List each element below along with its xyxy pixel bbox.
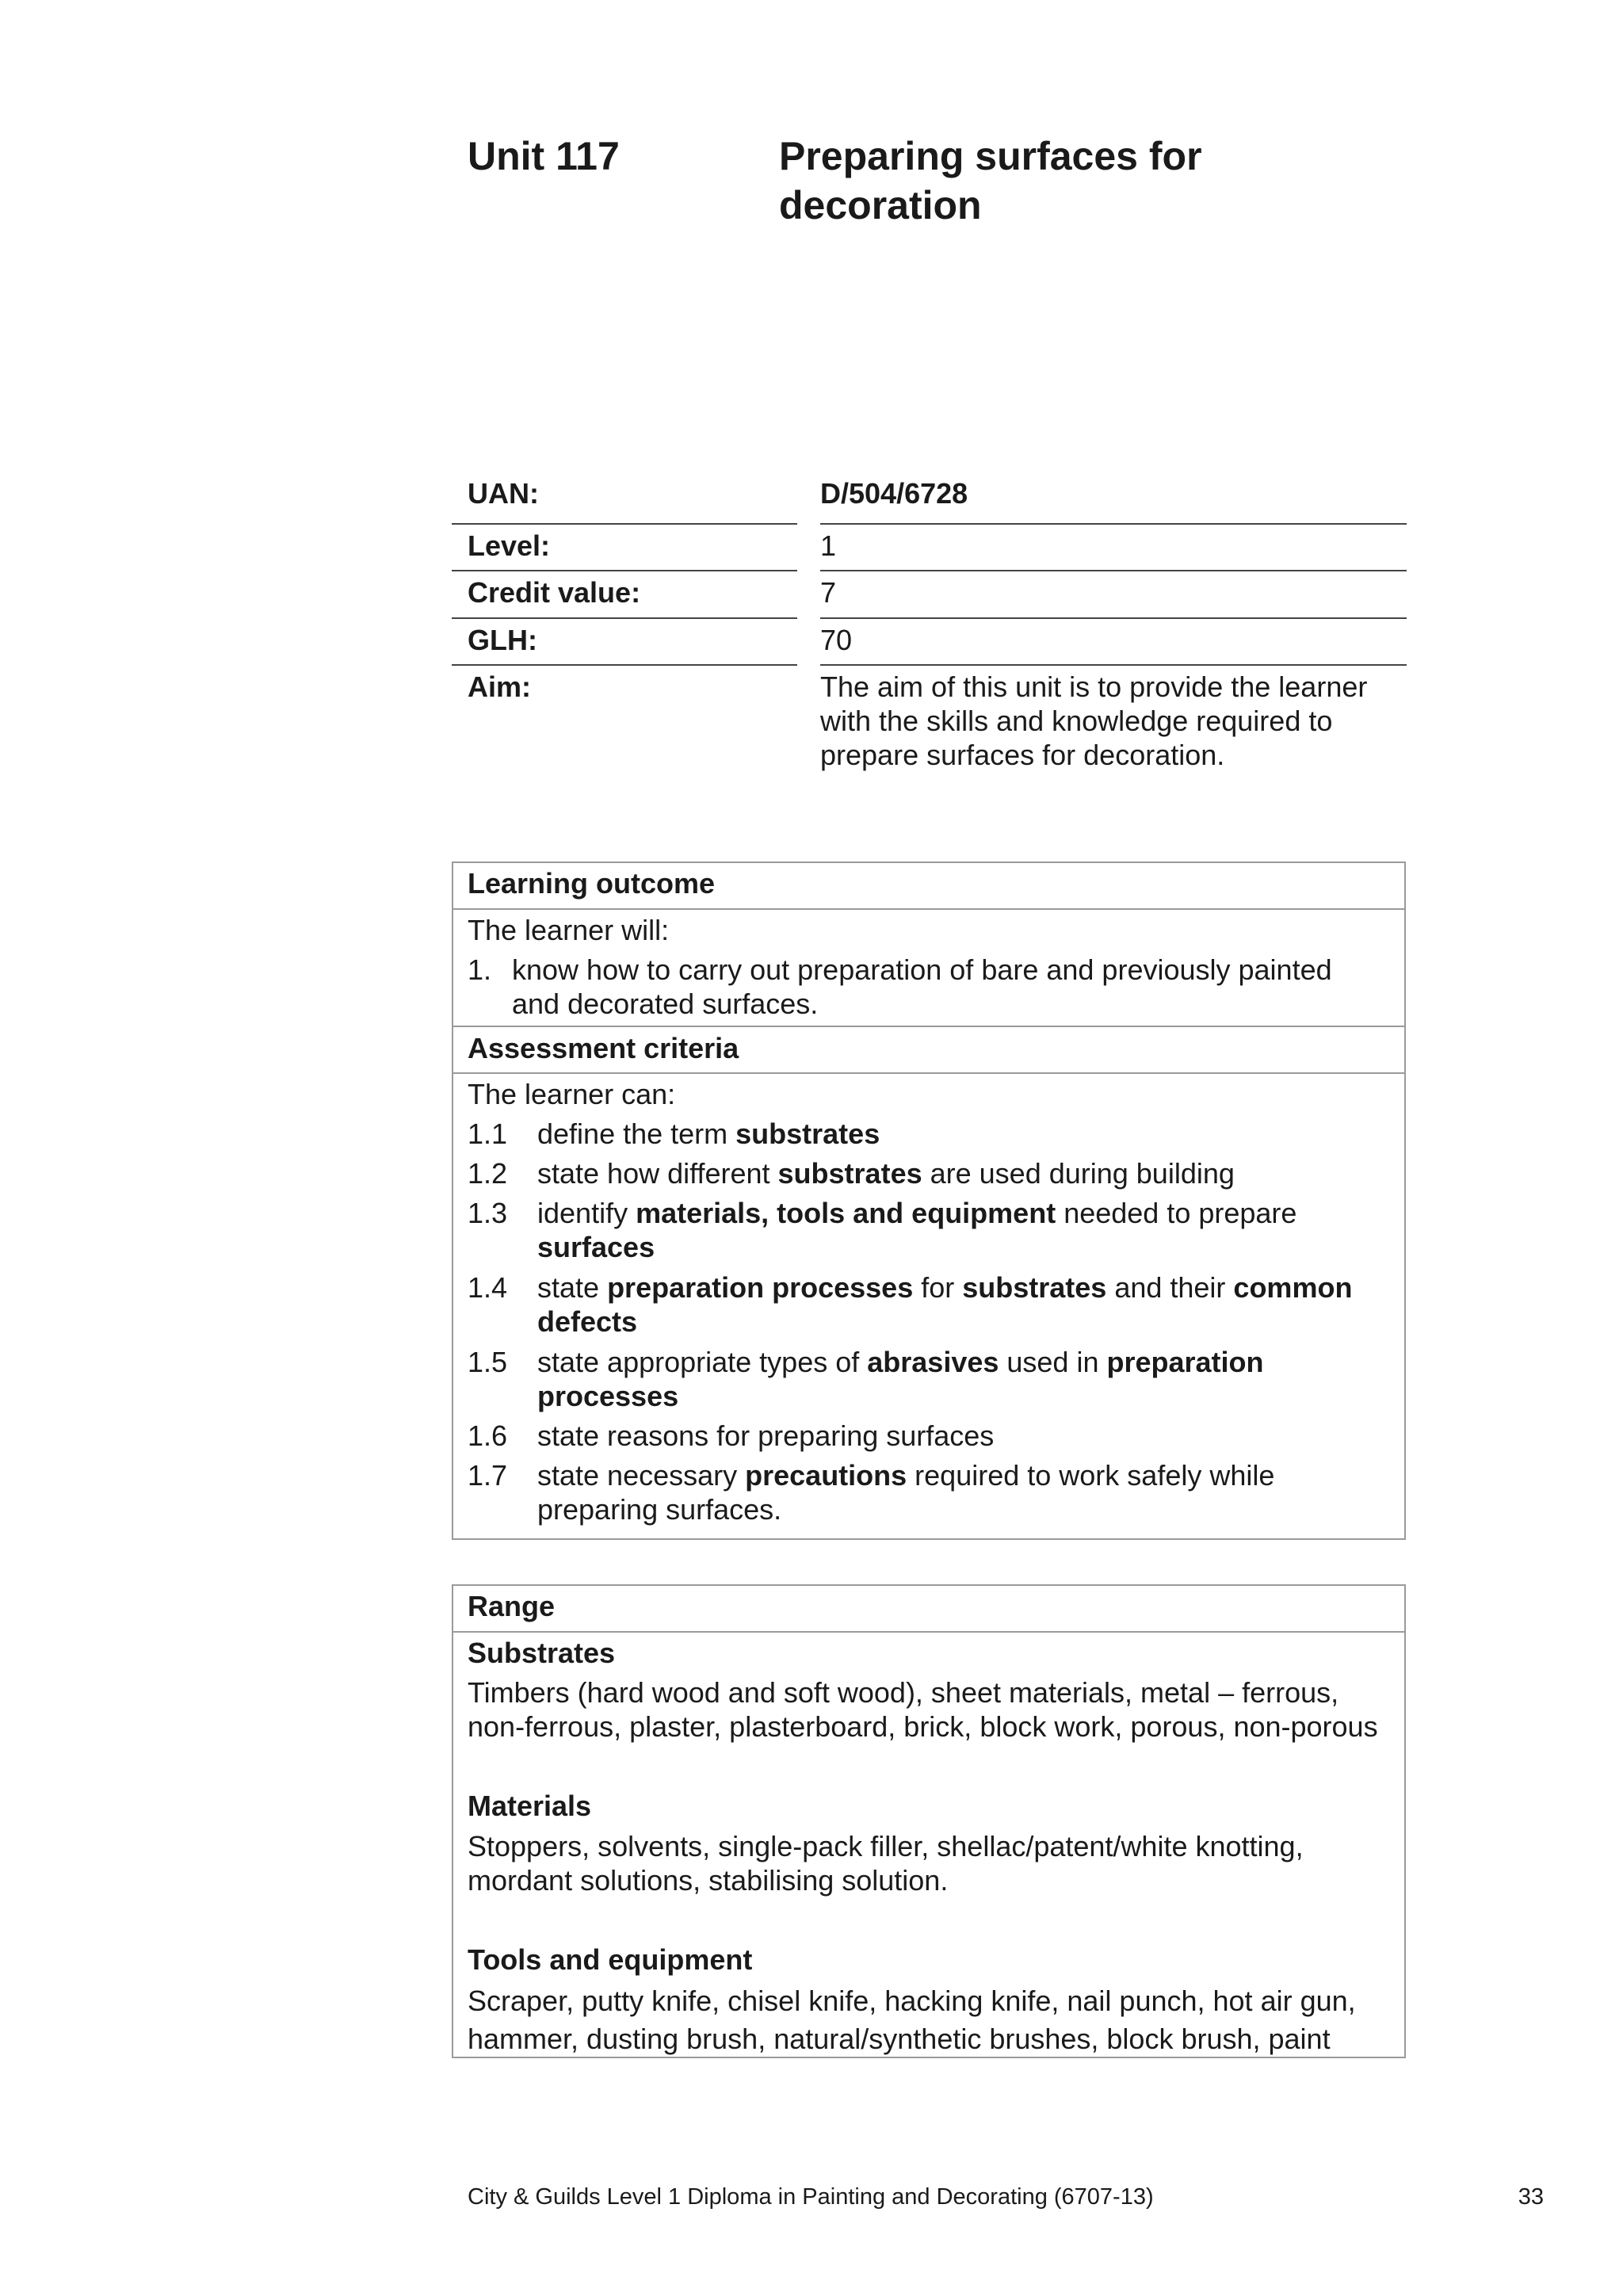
aim-value: The aim of this unit is to provide the learner with the skills and knowledge required to prepare surfaces for decoration.: [820, 670, 1368, 771]
info-divider: [820, 523, 1407, 525]
glh-value: 70: [820, 624, 853, 656]
table-row-divider: [452, 1026, 1406, 1027]
level-value: 1: [820, 529, 837, 562]
tools-heading: Tools and equipment: [468, 1943, 753, 1976]
range-heading: Range: [468, 1590, 556, 1622]
table-row-divider: [452, 1631, 1406, 1633]
substrates-text: Timbers (hard wood and soft wood), sheet materials, metal – ferrous, non-ferrous, plaster, plasterboard, brick, block work, porous, non-porous: [468, 1676, 1378, 1743]
criterion-number: 1.4: [468, 1271, 508, 1304]
uan-value: D/504/6728: [820, 477, 968, 510]
criterion-text: define the term substrates: [537, 1117, 880, 1150]
info-divider: [452, 523, 797, 525]
learning-outcome-heading: Learning outcome: [468, 867, 716, 900]
assessment-criteria-heading: Assessment criteria: [468, 1032, 739, 1064]
materials-text: Stoppers, solvents, single-pack filler, shellac/patent/white knotting, mordant solutions, stabilising solution.: [468, 1830, 1304, 1897]
footer-text: City & Guilds Level 1 Diploma in Painting and Decorating (6707-13): [468, 2184, 1154, 2210]
criterion-number: 1.2: [468, 1157, 508, 1190]
criterion-text: state appropriate types of abrasives used in preparation processes: [537, 1346, 1264, 1412]
info-divider: [452, 617, 797, 619]
table-row-divider: [452, 1072, 1406, 1074]
outcome-number: 1.: [468, 953, 492, 986]
page-number: 33: [1518, 2184, 1544, 2210]
criterion-number: 1.1: [468, 1117, 508, 1150]
info-divider: [820, 570, 1407, 571]
unit-number: Unit 117: [468, 134, 620, 178]
materials-heading: Materials: [468, 1790, 592, 1822]
criterion-text: state preparation processes for substrates and their common defects: [537, 1271, 1353, 1338]
substrates-heading: Substrates: [468, 1637, 616, 1669]
outcome-intro: The learner will:: [468, 914, 670, 946]
tools-text: Scraper, putty knife, chisel knife, hacking knife, nail punch, hot air gun, hammer, dusting brush, natural/synthetic brushes, block brush, paint: [468, 1985, 1356, 2055]
criteria-intro: The learner can:: [468, 1078, 676, 1110]
level-label: Level:: [468, 529, 551, 562]
info-divider: [820, 664, 1407, 666]
info-divider: [452, 664, 797, 666]
uan-label: UAN:: [468, 477, 539, 510]
criterion-number: 1.7: [468, 1459, 508, 1492]
info-divider: [452, 570, 797, 571]
unit-title: Preparing surfaces for decoration: [779, 134, 1202, 227]
criterion-text: state necessary precautions required to work safely while preparing surfaces.: [537, 1459, 1275, 1526]
criterion-text: state reasons for preparing surfaces: [537, 1419, 995, 1452]
credit-value-label: Credit value:: [468, 576, 641, 609]
credit-value: 7: [820, 576, 837, 609]
criterion-number: 1.3: [468, 1197, 508, 1229]
aim-label: Aim:: [468, 670, 531, 703]
info-divider: [820, 617, 1407, 619]
table-row-divider: [452, 908, 1406, 910]
criterion-text: identify materials, tools and equipment needed to prepare surfaces: [537, 1197, 1297, 1263]
criterion-text: state how different substrates are used during building: [537, 1157, 1235, 1190]
outcome-text: know how to carry out preparation of bare and previously painted and decorated surfaces.: [512, 953, 1332, 1020]
criterion-number: 1.6: [468, 1419, 508, 1452]
glh-label: GLH:: [468, 624, 537, 656]
criterion-number: 1.5: [468, 1346, 508, 1378]
